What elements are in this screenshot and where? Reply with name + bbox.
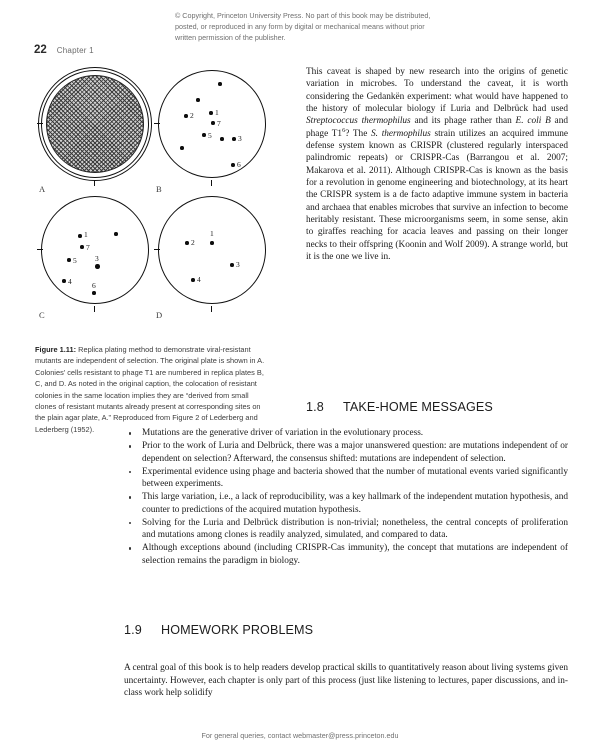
resistant-colony	[230, 263, 234, 267]
orientation-tick-left	[154, 249, 160, 250]
section-number-1-8: 1.8	[306, 400, 324, 414]
caveat-paragraph: This caveat is shaped by new research into the origins of genetic variation in microbes. To understand the caveat, it is worth considering the Gedankën experiment: what would have happened to the history of molecular biology if Luria and Delbrück had used Streptococcus thermophilus and its phage rather than E. coli B and phage $T1^6$? The S. thermophilus strain utilizes an acquired immune defense system known as CRISPR (clustered regularly interspaced palindromic repeats) or CRISPR-Cas (Barrangou et al. 2007; Makarova et al. 2011). Although CRISPR-Cas is known as the basis for a revolution in genome engineering and biotechnology, at its heart the CRISPR system is a de facto adaptive immune system in bacteria and archaea that enables microbes that survive an infection to become heritably resistant. These microorganisms seem, in some sense, akin to giraffes reaching for acacia leaves and passing on their longer necks to their offspring (Koonin and Wolf 2009). A strange world, but it is the one we live in.	[306, 67, 569, 263]
replica-plates-group	[35, 66, 270, 320]
colony-number-label: 4	[68, 277, 72, 286]
colony-number-label: 4	[197, 275, 201, 284]
take-home-messages-list	[124, 427, 568, 568]
resistant-colony	[114, 232, 118, 236]
colony-number-label: 1	[215, 108, 219, 117]
section-heading-1-9	[124, 623, 313, 637]
colony-number-label: 2	[191, 238, 195, 247]
petri-plate-a	[39, 70, 153, 194]
copyright-notice: © Copyright, Princeton University Press. No part of this book may be distributed, posted, or reproduced in any form by digital or mechanical means without prior written permission of the publisher.	[175, 11, 431, 43]
plate-label-a: A	[39, 184, 46, 194]
resistant-colony	[210, 241, 214, 245]
homework-intro-paragraph: A central goal of this book is to help readers develop practical skills to quantitatively reason about living systems given uncertainty. However, each chapter is only part of this process (just like listening to lectures, paper discussions, and in-class work help solidify	[124, 663, 568, 698]
main-column	[306, 66, 568, 264]
resistant-colony	[202, 133, 206, 137]
colony-number-label: 2	[190, 111, 194, 120]
colony-number-label: 5	[208, 131, 212, 140]
petri-plate-b	[156, 70, 270, 194]
page-number: 22	[34, 44, 47, 56]
resistant-colony	[80, 245, 84, 249]
petri-plate-d	[156, 196, 270, 320]
resistant-colony	[218, 82, 222, 86]
take-home-message-item: Solving for the Luria and Delbrück distribution is non-trivial; nonetheless, the central concepts of proliferation and mutations among clones is readily analyzed, simulated, and compared to data.	[124, 517, 568, 542]
take-home-message-item: This large variation, i.e., a lack of reproducibility, was a key hallmark of the independent mutation hypothesis, and counter to predictions of the acquired mutation hypothesis.	[124, 491, 568, 516]
resistant-colony	[95, 264, 100, 269]
resistant-colony	[67, 258, 71, 262]
resistant-colony	[209, 111, 213, 115]
colony-number-label: 3	[236, 260, 240, 269]
plate-label-d: D	[156, 310, 163, 320]
plate-rim	[41, 70, 149, 178]
orientation-tick-bottom	[94, 180, 95, 186]
section-title-1-8: TAKE-HOME MESSAGES	[343, 400, 493, 414]
orientation-tick-left	[37, 249, 43, 250]
orientation-tick-left	[154, 123, 160, 124]
resistant-colony	[196, 98, 200, 102]
take-home-message-item: Although exceptions abound (including CRISPR-Cas immunity), the concept that mutations are independent of selection remains the paradigm in biology.	[124, 542, 568, 567]
resistant-colony	[232, 137, 236, 141]
resistant-colony	[220, 137, 224, 141]
page-footer: For general queries, contact webmaster@press.princeton.edu	[201, 731, 399, 740]
running-head	[34, 44, 94, 56]
resistant-colony	[78, 234, 82, 238]
section-heading-1-8	[306, 400, 493, 414]
resistant-colony	[184, 114, 188, 118]
plate-label-b: B	[156, 184, 162, 194]
section-title-1-9: HOMEWORK PROBLEMS	[161, 623, 314, 637]
colony-number-label: 7	[217, 119, 221, 128]
colony-number-label: 3	[238, 134, 242, 143]
colony-number-label: 1	[84, 230, 88, 239]
resistant-colony	[185, 241, 189, 245]
plate-rim	[158, 196, 266, 304]
take-home-message-item: Prior to the work of Luria and Delbrück, there was a major unanswered question: are mutations independent of or dependent on selection? Afterward, the consensus shifted: mutations are independent of selection.	[124, 440, 568, 465]
footnote-marker: 6	[342, 126, 346, 134]
resistant-colony	[191, 278, 195, 282]
colony-number-label: 5	[73, 256, 77, 265]
resistant-colony	[231, 163, 235, 167]
colony-number-label: 6	[92, 281, 96, 290]
colony-number-label: 6	[237, 160, 241, 169]
orientation-tick-left	[37, 123, 43, 124]
figure-caption	[35, 344, 269, 435]
figure-number: Figure 1.11:	[35, 345, 77, 354]
orientation-tick-bottom	[94, 306, 95, 312]
petri-plate-c	[39, 196, 153, 320]
colony-number-label: 3	[95, 254, 99, 263]
colony-number-label: 1	[210, 229, 214, 238]
resistant-colony	[211, 121, 215, 125]
orientation-tick-bottom	[211, 180, 212, 186]
figure-1-11	[35, 66, 270, 320]
take-home-message-item: Mutations are the generative driver of variation in the evolutionary process.	[124, 427, 568, 440]
colony-number-label: 7	[86, 243, 90, 252]
plate-label-c: C	[39, 310, 45, 320]
chapter-label: Chapter 1	[56, 46, 94, 55]
resistant-colony	[92, 291, 96, 295]
resistant-colony	[180, 146, 184, 150]
resistant-colony	[62, 279, 66, 283]
orientation-tick-bottom	[211, 306, 212, 312]
take-home-message-item: Experimental evidence using phage and bacteria showed that the number of mutational events varied significantly between experiments.	[124, 466, 568, 491]
figure-caption-text: Replica plating method to demonstrate viral-resistant mutants are independent of selection. The original plate is shown in A. Colonies' cells resistant to phage T1 are numbered in replica plates B, C, and D. As noted in the original caption, the colocation of resistant colonies in the same location implies they are “derived from small clones of resistant mutants already present at corresponding sites on the plain agar plate, A.” Reproduced from Figure 2 of Lederberg and Lederberg (1952).	[35, 345, 265, 434]
section-number-1-9: 1.9	[124, 623, 142, 637]
